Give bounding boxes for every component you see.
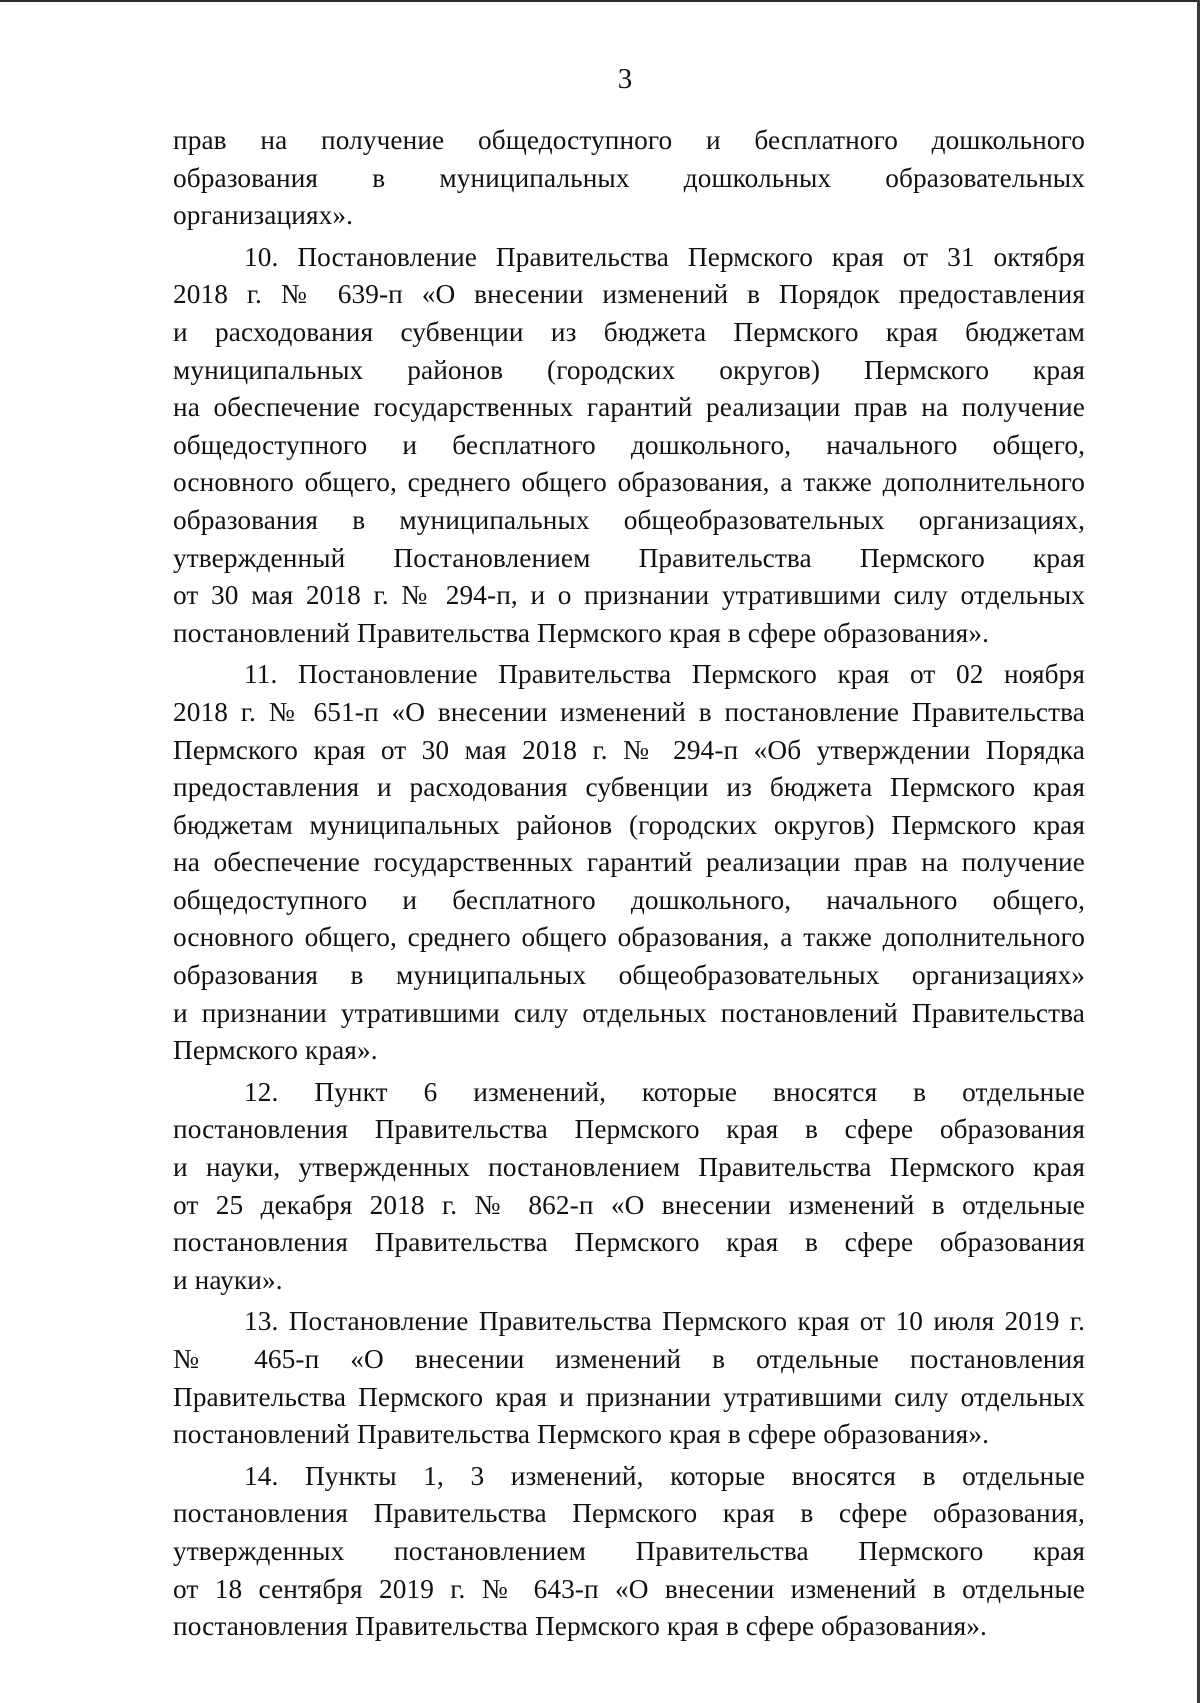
text-line: предоставления и расходования субвенции из бюджета Пермского края [173, 772, 1085, 803]
text-line: 2018 г. № 639-п «О внесении изменений в Порядок предоставления [173, 279, 1085, 310]
text-line: основного общего, среднего общего образования, а также дополнительного [173, 922, 1085, 953]
text-line: муниципальных районов (городских округов) Пермского края [173, 354, 1085, 385]
text-line: основного общего, среднего общего образования, а также дополнительного [173, 467, 1085, 498]
text-line: 11. Постановление Правительства Пермского края от 02 ноября [244, 659, 1085, 690]
text-line: и науки». [173, 1264, 283, 1295]
text-line: образования в муниципальных общеобразовательных организациях, [173, 504, 1085, 535]
text-line: постановления Правительства Пермского края в сфере образования [173, 1114, 1085, 1145]
text-line: 14. Пункты 1, 3 изменений, которые вносятся в отдельные [244, 1460, 1085, 1491]
page-number: 3 [617, 63, 633, 95]
text-line: и расходования субвенции из бюджета Пермского края бюджетам [173, 316, 1085, 347]
text-line: на обеспечение государственных гарантий реализации прав на получение [173, 392, 1085, 423]
text-line: Пермского края». [173, 1035, 378, 1066]
text-line: 13. Постановление Правительства Пермского края от 10 июля 2019 г. [244, 1306, 1085, 1337]
text-line: от 18 сентября 2019 г. № 643-п «О внесении изменений в отдельные [173, 1573, 1085, 1604]
text-line: общедоступного и бесплатного дошкольного, начального общего, [173, 884, 1085, 915]
text-line: образования в муниципальных дошкольных образовательных [173, 162, 1085, 193]
text-line: 10. Постановление Правительства Пермского края от 31 октября [244, 241, 1085, 272]
scan-edge-top [0, 0, 1200, 2]
text-line: 2018 г. № 651-п «О внесении изменений в постановление Правительства [173, 696, 1085, 727]
paragraph-p14 [173, 1458, 1085, 1646]
text-line: постановления Правительства Пермского края в сфере образования». [173, 1611, 987, 1642]
text-line: 12. Пункт 6 изменений, которые вносятся в отдельные [244, 1076, 1085, 1107]
text-line: утвержденных постановлением Правительства Пермского края [173, 1535, 1085, 1566]
text-line: бюджетам муниципальных районов (городских округов) Пермского края [173, 809, 1085, 840]
text-line: общедоступного и бесплатного дошкольного, начального общего, [173, 429, 1085, 460]
paragraph-p10 [173, 239, 1085, 653]
text-line: и признании утратившими силу отдельных постановлений Правительства [173, 997, 1085, 1028]
document-body [173, 122, 1085, 1646]
text-line: постановлений Правительства Пермского края в сфере образования». [173, 1419, 989, 1450]
paragraph-p13 [173, 1303, 1085, 1453]
text-line: утвержденный Постановлением Правительства Пермского края [173, 542, 1085, 573]
text-line: Правительства Пермского края и признании утратившими силу отдельных [173, 1381, 1085, 1412]
text-line: прав на получение общедоступного и бесплатного дошкольного [173, 125, 1085, 155]
text-line: постановлений Правительства Пермского края в сфере образования». [173, 617, 989, 648]
text-line: постановления Правительства Пермского края в сфере образования [173, 1227, 1085, 1258]
text-line: № 465-п «О внесении изменений в отдельные постановления [173, 1344, 1085, 1374]
text-line: и науки, утвержденных постановлением Правительства Пермского края [173, 1152, 1085, 1183]
text-line: на обеспечение государственных гарантий реализации прав на получение [173, 847, 1085, 878]
text-line: от 30 мая 2018 г. № 294-п, и о признании утратившими силу отдельных [173, 580, 1085, 611]
paragraph-p12 [173, 1074, 1085, 1300]
text-line: постановления Правительства Пермского края в сфере образования, [173, 1498, 1085, 1529]
text-line: образования в муниципальных общеобразовательных организациях» [173, 960, 1085, 991]
text-line: Пермского края от 30 мая 2018 г. № 294-п «Об утверждении Порядка [173, 734, 1085, 765]
text-line: организациях». [173, 200, 354, 231]
text-line: от 25 декабря 2018 г. № 862-п «О внесении изменений в отдельные [173, 1189, 1085, 1220]
paragraph-p11 [173, 656, 1085, 1070]
paragraph-cont [173, 122, 1085, 235]
